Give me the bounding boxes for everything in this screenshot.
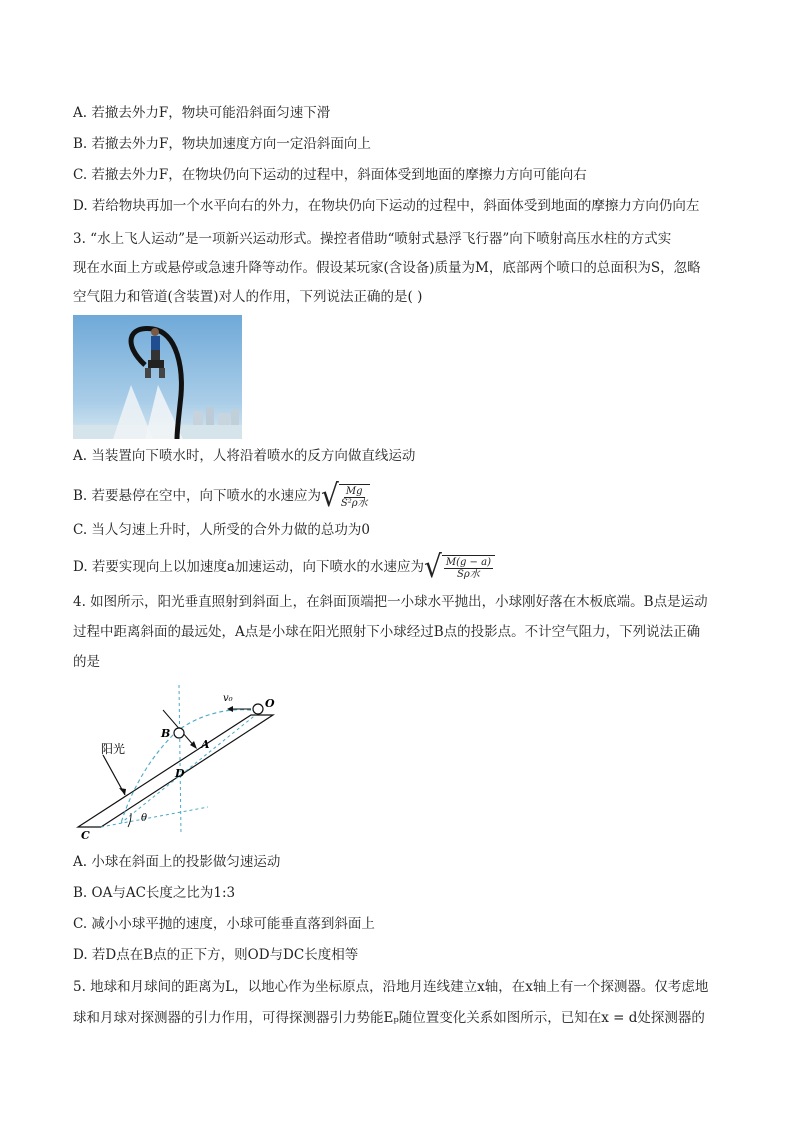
- q5-stem-line1: 5. 地球和月球间的距离为L，以地心作为坐标原点，沿地月连线建立x轴，在x轴上有一个探测器。仅考虑地: [73, 979, 709, 995]
- q3-option-c: C. 当人匀速上升时，人所受的合外力做的总功为0: [73, 522, 371, 538]
- q2-option-a: A. 若撤去外力F，物块可能沿斜面匀速下滑: [73, 105, 331, 121]
- q5-stem-line2: 球和月球对探测器的引力作用，可得探测器引力势能Eₚ随位置变化关系如图所示，已知在x = d处探测器的: [73, 1010, 705, 1026]
- label-b: B: [161, 727, 171, 740]
- trajectory-path: [121, 710, 258, 823]
- q3-option-d-denominator: Sρ水: [457, 568, 480, 580]
- q2-option-d: D. 若给物块再加一个水平向右的外力，在物块仍向下运动的过程中，斜面体受到地面的摩擦力方向仍向左: [73, 198, 700, 214]
- label-c: C: [81, 829, 90, 842]
- q3-option-d-text: D. 若要实现向上以加速度a加速运动，向下喷水的水速应为: [73, 559, 424, 575]
- q2-option-c: C. 若撤去外力F，在物块仍向下运动的过程中，斜面体受到地面的摩擦力方向可能向右: [73, 167, 587, 183]
- label-v0: v₀: [223, 693, 233, 704]
- q4-option-a: A. 小球在斜面上的投影做匀速运动: [73, 854, 281, 870]
- ball-o: [253, 704, 263, 714]
- q2-option-b: B. 若撤去外力F，物块加速度方向一定沿斜面向上: [73, 136, 371, 152]
- incline-projectile-diagram: [73, 685, 293, 845]
- q3-option-d-formula: √ M(g − a) Sρ水: [424, 553, 495, 581]
- label-d: D: [175, 767, 185, 780]
- q3-option-b: [73, 477, 370, 514]
- q3-option-b-numerator: Mg: [345, 485, 363, 497]
- label-sun: 阳光: [101, 742, 126, 756]
- q3-stem-line1: 3. “水上飞人运动”是一项新兴运动形式。操控者借助“喷射式悬浮飞行器”向下喷射高压水柱的方式实: [73, 231, 672, 247]
- q3-option-d-numerator: M(g − a): [445, 556, 491, 568]
- label-a: A: [201, 738, 210, 751]
- q3-option-b-formula: √ Mg S²ρ水: [321, 477, 368, 514]
- q3-option-b-text: B. 若要悬停在空中，向下喷水的水速应为: [73, 488, 322, 504]
- q4-option-c: C. 减小小球平抛的速度，小球可能垂直落到斜面上: [73, 916, 375, 932]
- q4-stem-line2: 过程中距离斜面的最远处，A点是小球在阳光照射下小球经过B点的投影点。不计空气阻力，下列说法正确: [73, 624, 701, 640]
- q3-option-d: [73, 548, 495, 585]
- label-theta: θ: [141, 813, 148, 824]
- q3-option-a: A. 当装置向下喷水时，人将沿着喷水的反方向做直线运动: [73, 448, 416, 464]
- q4-option-d: D. 若D点在B点的正下方，则OD与DC长度相等: [73, 947, 359, 963]
- q3-stem-line3: 空气阻力和管道(含装置)对人的作用，下列说法正确的是( ): [73, 289, 423, 305]
- q4-stem-line3: 的是: [73, 654, 100, 670]
- ball-b: [174, 728, 184, 738]
- label-o: O: [265, 697, 275, 710]
- q4-option-b: B. OA与AC长度之比为1:3: [73, 885, 236, 901]
- q3-option-b-denominator: S²ρ水: [340, 497, 368, 509]
- q4-stem-line1: 4. 如图所示，阳光垂直照射到斜面上，在斜面顶端把一小球水平抛出，小球刚好落在木板底端。B点是运动: [73, 594, 708, 610]
- projection-line: [121, 713, 258, 823]
- q3-stem-line2: 现在水面上方或悬停或急速升降等动作。假设某玩家(含设备)质量为M，底部两个喷口的总面积为S，忽略: [73, 260, 701, 276]
- water-jetpack-photo: [73, 315, 242, 439]
- theta-arc: [128, 813, 131, 827]
